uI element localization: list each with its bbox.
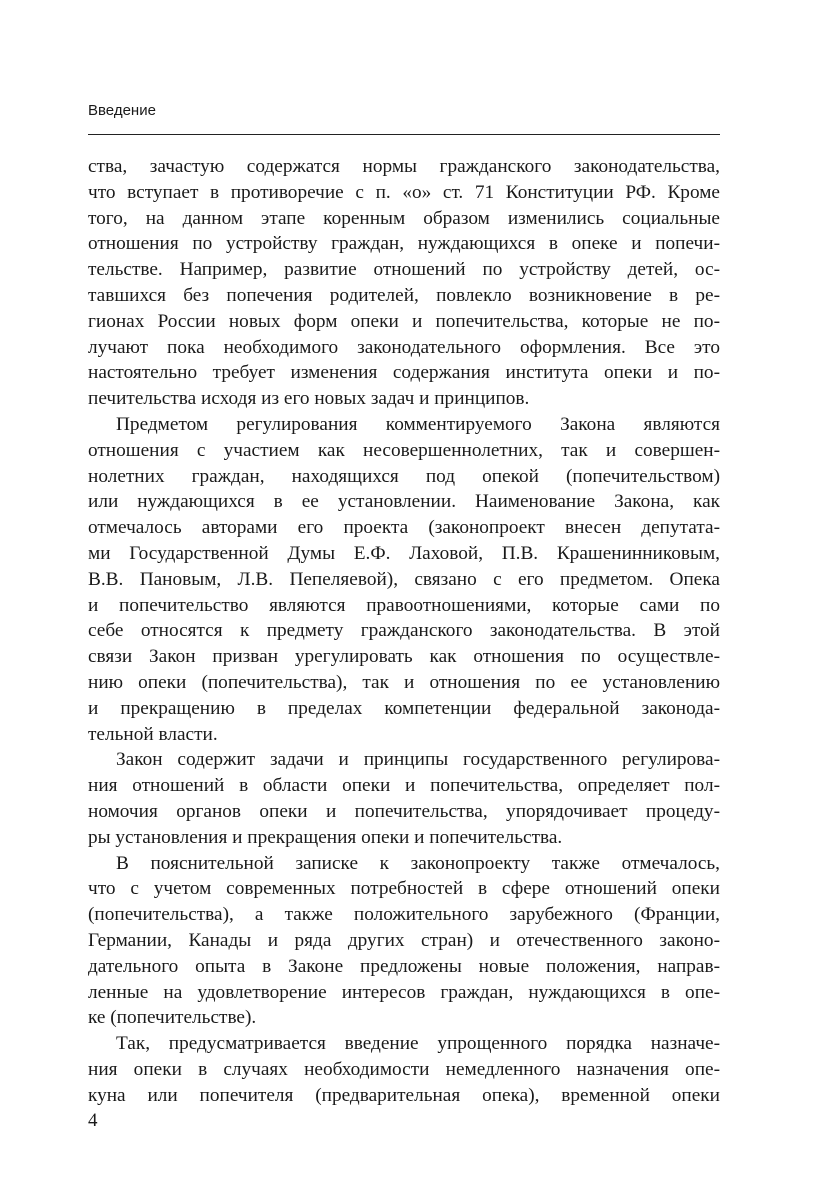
text-line: ства, зачастую содержатся нормы гражданского законодательства,	[88, 156, 720, 177]
paragraph	[88, 154, 720, 412]
paragraph	[88, 747, 720, 850]
text-line: ния опеки в случаях необходимости немедленного назначения опе-	[88, 1058, 720, 1080]
text-line: (попечительства), а также положительного зарубежного (Франции,	[88, 904, 720, 926]
text-line: дательного опыта в Законе предложены новые положения, направ-	[88, 955, 720, 977]
text-line: куна или попечителя (предварительная опека), временной опеки	[88, 1084, 720, 1106]
text-line: отношения с участием как несовершеннолетних, так и совершен-	[88, 439, 720, 461]
text-line: Германии, Канады и ряда других стран) и отечественного законо-	[88, 929, 720, 951]
text-line: нолетних граждан, находящихся под опекой (попечительством)	[88, 465, 720, 487]
text-line: ке (попечительстве).	[88, 1007, 257, 1029]
page-number: 4	[88, 1110, 98, 1131]
text-line: Предметом регулирования комментируемого Закона являются	[116, 413, 720, 435]
text-line: и прекращению в пределах компетенции федеральной законода-	[88, 697, 720, 719]
text-line: тельстве. Например, развитие отношений по устройству детей, ос-	[88, 259, 720, 281]
text-line: или нуждающихся в ее установлении. Наименование Закона, как	[88, 491, 720, 513]
header-rule	[88, 134, 720, 135]
text-line: тельной власти.	[88, 723, 218, 745]
text-line: ры установления и прекращения опеки и попечительства.	[88, 826, 563, 848]
text-line: и попечительство являются правоотношениями, которые сами по	[88, 594, 720, 616]
text-line: В.В. Пановым, Л.В. Пепеляевой), связано с его предметом. Опека	[88, 568, 720, 590]
text-line: себе относятся к предмету гражданского законодательства. В этой	[88, 620, 720, 642]
body-text	[88, 154, 720, 1108]
text-line: ния отношений в области опеки и попечительства, определяет пол-	[88, 775, 720, 797]
text-line: связи Закон призван урегулировать как отношения по осуществле-	[88, 646, 720, 668]
text-line: ми Государственной Думы Е.Ф. Лаховой, П.В. Крашенинниковым,	[88, 542, 720, 564]
text-line: тавшихся без попечения родителей, повлекло возникновение в ре-	[88, 284, 720, 306]
text-line: ленные на удовлетворение интересов граждан, нуждающихся в опе-	[88, 981, 720, 1003]
text-line: что вступает в противоречие с п. «о» ст. 71 Конституции РФ. Кроме	[88, 181, 720, 203]
paragraph	[88, 412, 720, 747]
text-line: Так, предусматривается введение упрощенного порядка назначе-	[116, 1033, 720, 1055]
text-line: Закон содержит задачи и принципы государственного регулирова-	[116, 749, 720, 771]
paragraph	[88, 851, 720, 1032]
running-head: Введение	[88, 102, 156, 119]
text-line: номочия органов опеки и попечительства, упорядочивает процеду-	[88, 800, 720, 822]
text-line: настоятельно требует изменения содержания института опеки и по-	[88, 362, 720, 384]
paragraph	[88, 1031, 720, 1108]
text-line: В пояснительной записке к законопроекту также отмечалось,	[116, 852, 720, 874]
text-line: отношения по устройству граждан, нуждающихся в опеке и попечи-	[88, 233, 720, 255]
text-line: лучают пока необходимого законодательного оформления. Все это	[88, 336, 720, 358]
text-line: печительства исходя из его новых задач и принципов.	[88, 388, 530, 410]
text-line: нию опеки (попечительства), так и отношения по ее установлению	[88, 671, 720, 693]
text-line: что с учетом современных потребностей в сфере отношений опеки	[88, 878, 720, 900]
text-line: гионах России новых форм опеки и попечительства, которые не по-	[88, 310, 720, 332]
text-line: отмечалось авторами его проекта (законопроект внесен депутата-	[88, 517, 720, 539]
text-line: того, на данном этапе коренным образом изменились социальные	[88, 207, 720, 229]
